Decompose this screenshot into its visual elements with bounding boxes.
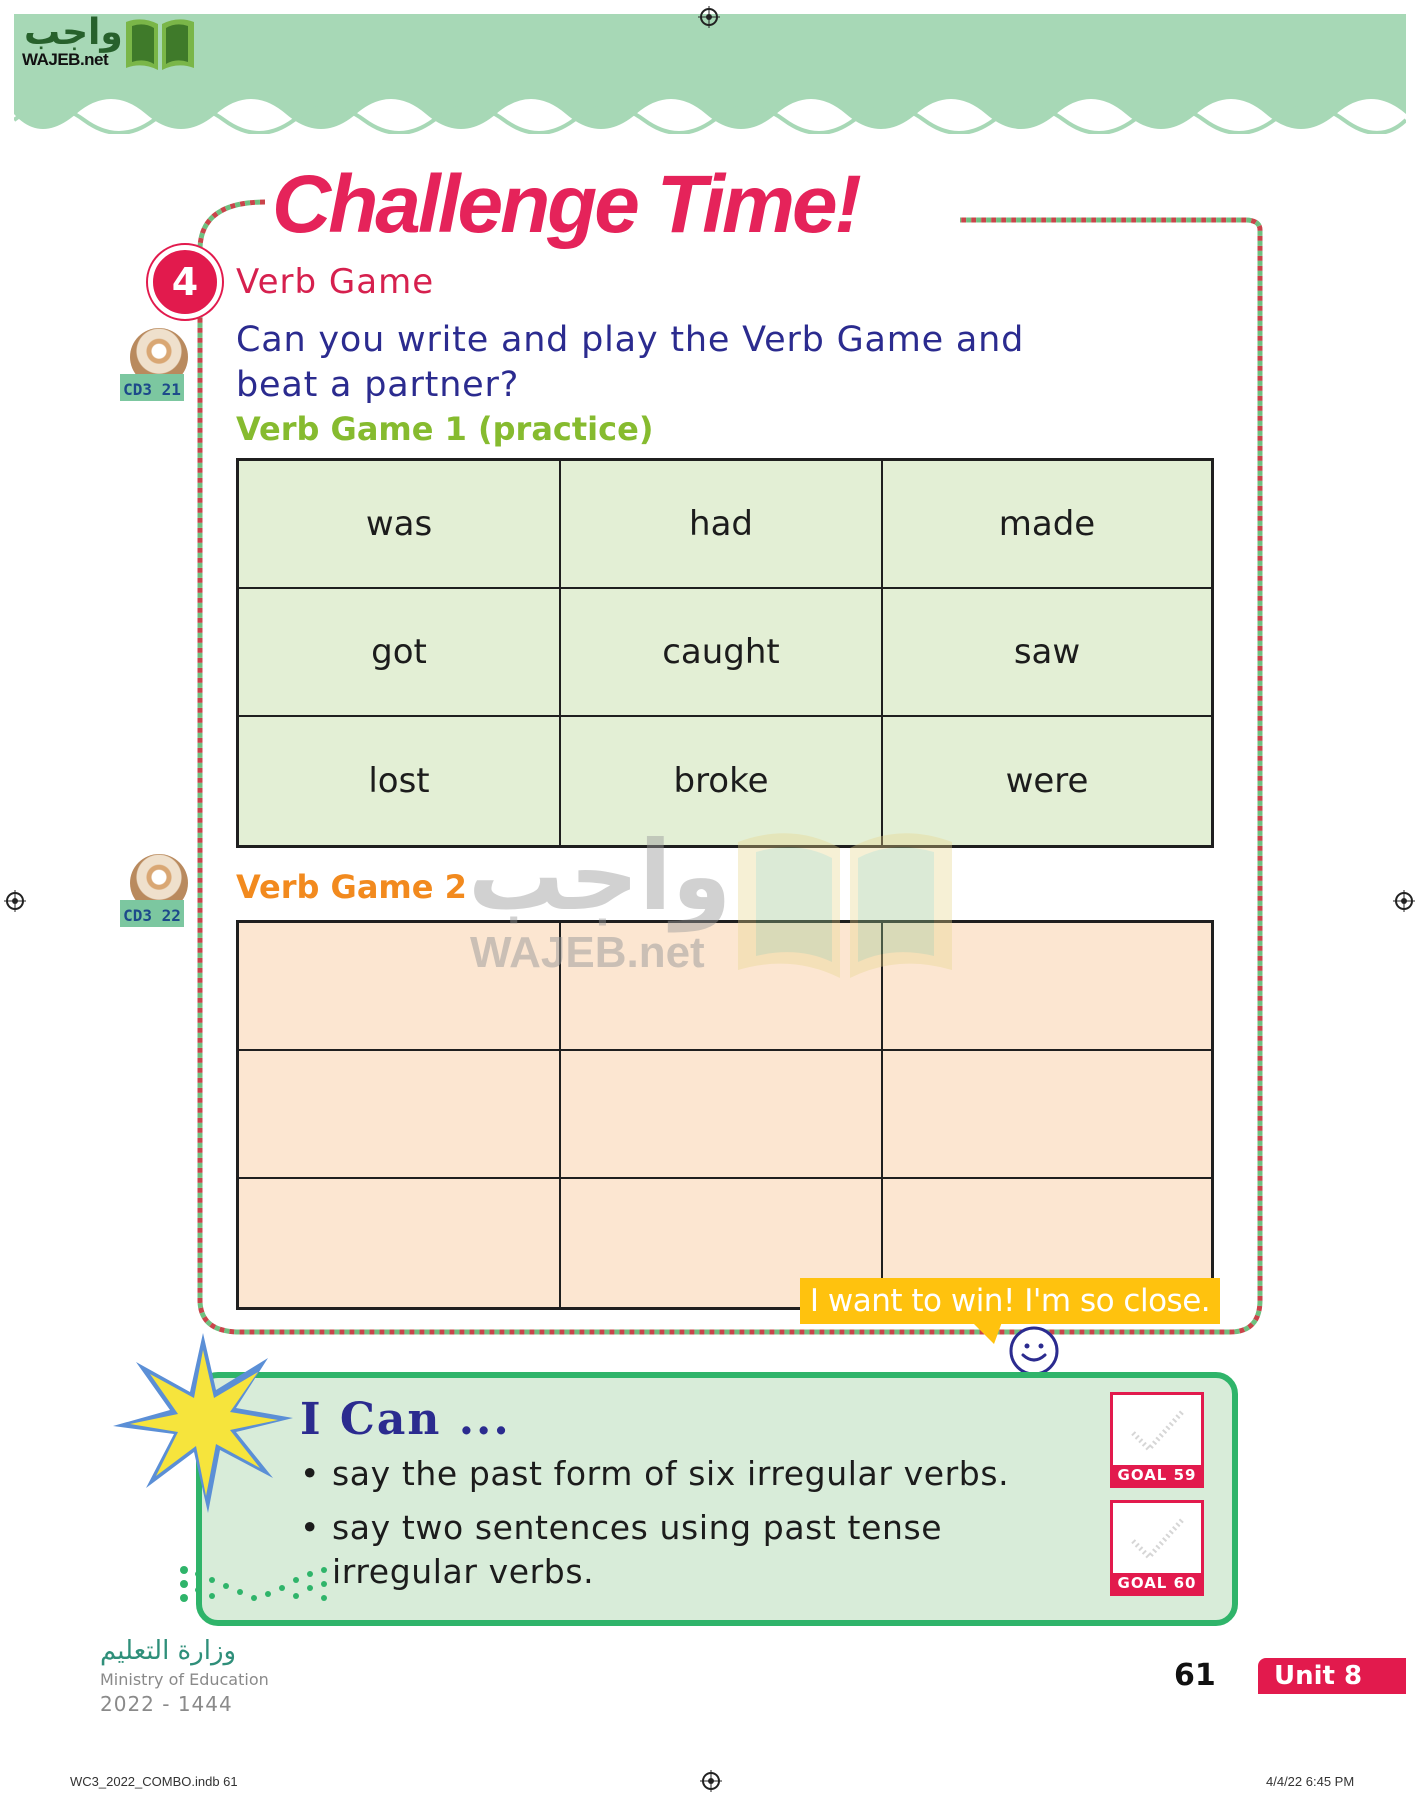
- goal-label: GOAL 59: [1113, 1465, 1201, 1486]
- challenge-title: Challenge Time!: [272, 159, 859, 250]
- grid-cell-blank[interactable]: [239, 1179, 561, 1307]
- goal-checkbox-60[interactable]: [1110, 1500, 1204, 1596]
- watermark-book-icon: [732, 818, 958, 982]
- activity-number-badge: 4: [148, 245, 222, 319]
- checkmark-icon: [1127, 1405, 1187, 1455]
- watermark-latin-text: WAJEB.net: [470, 928, 705, 977]
- watermark-arabic-text: واجب: [468, 820, 732, 932]
- unit-tab: Unit 8: [1258, 1658, 1406, 1694]
- dots-decoration-icon: [176, 1560, 336, 1616]
- list-item: • say the past form of six irregular verbs.: [300, 1452, 1060, 1496]
- goal-label: GOAL 60: [1113, 1573, 1201, 1594]
- registration-mark-icon: [698, 6, 720, 28]
- audio-track-cd-1[interactable]: [120, 328, 184, 401]
- game2-title: Verb Game 2: [236, 868, 467, 906]
- grid-cell: had: [561, 461, 883, 589]
- registration-mark-icon: [1393, 890, 1415, 912]
- audio-track-label: CD3 21: [120, 374, 184, 401]
- list-item: • say two sentences using past tense irregular verbs.: [300, 1506, 1060, 1594]
- i-can-list: [300, 1452, 1060, 1604]
- grid-cell: were: [1005, 761, 1089, 801]
- verb-game-2-grid: [236, 920, 1214, 1310]
- grid-cell-blank[interactable]: [561, 1051, 883, 1179]
- grid-cell: lost: [239, 717, 561, 845]
- audio-track-cd-2[interactable]: [120, 854, 184, 927]
- site-logo[interactable]: [10, 8, 195, 68]
- speech-bubble: I want to win! I'm so close.: [800, 1278, 1220, 1324]
- book-icon: [122, 14, 198, 72]
- goal-checkbox-59[interactable]: [1110, 1392, 1204, 1488]
- ministry-english-name: Ministry of Education: [100, 1670, 269, 1689]
- verb-game-1-grid: [236, 458, 1214, 848]
- activity-question: Can you write and play the Verb Game and beat a partner?: [236, 320, 1025, 405]
- print-file-info: WC3_2022_COMBO.indb 61: [70, 1774, 238, 1789]
- ministry-arabic-name: وزارة التعليم: [100, 1636, 237, 1666]
- i-can-title: I Can ...: [300, 1394, 511, 1445]
- game1-title: Verb Game 1 (practice): [236, 410, 654, 448]
- checkmark-icon: [1127, 1513, 1187, 1563]
- logo-latin-text: WAJEB.net: [22, 50, 109, 69]
- activity-title: Verb Game: [236, 262, 435, 302]
- audio-track-label: CD3 22: [120, 900, 184, 927]
- logo-arabic-text: واجب: [24, 12, 123, 53]
- page-number: 61: [1174, 1658, 1216, 1693]
- registration-mark-icon: [700, 1770, 722, 1792]
- top-wave-band: [14, 14, 1406, 134]
- grid-cell: was: [239, 461, 561, 589]
- grid-cell: caught: [561, 589, 883, 717]
- grid-cell: broke: [561, 717, 883, 845]
- starburst-icon: [108, 1328, 298, 1518]
- grid-cell: made: [883, 461, 1211, 589]
- registration-mark-icon: [4, 890, 26, 912]
- smiley-face-icon: [1008, 1325, 1060, 1377]
- grid-cell: saw: [883, 589, 1211, 717]
- grid-cell-blank[interactable]: [883, 1051, 1211, 1179]
- edition-year: 2022 - 1444: [100, 1692, 233, 1716]
- speech-bubble-tail: [972, 1322, 1002, 1344]
- print-date-info: 4/4/22 6:45 PM: [1266, 1774, 1355, 1789]
- grid-cell: got: [239, 589, 561, 717]
- grid-cell-blank[interactable]: [239, 1051, 561, 1179]
